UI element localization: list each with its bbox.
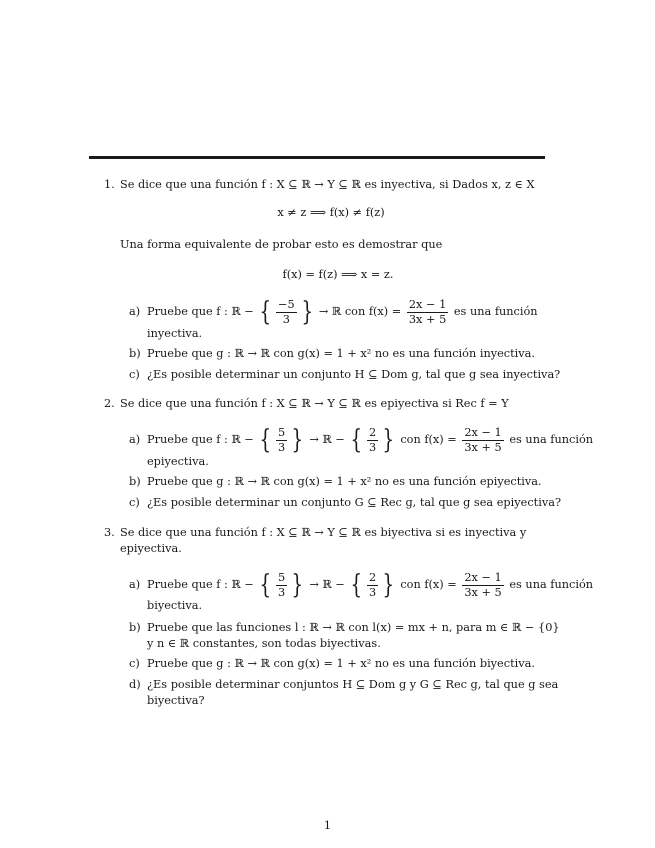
item-3a-frac [462,571,503,600]
item-2a-label: a) [129,433,141,446]
left-brace: { [259,570,272,600]
right-brace: } [291,425,304,455]
item-2a-set2-den: 3 [369,440,377,454]
item-2a-line [147,420,593,460]
item-2a-set1-frac [276,426,287,455]
item-3c-text: Pruebe que g : ℝ → ℝ con g(x) = 1 + x² no es una función biyectiva. [147,657,535,670]
item-3a-set-1 [257,571,305,600]
item-1c-text: ¿Es posible determinar un conjunto H ⊆ Dom g, tal que g sea inyectiva? [147,368,561,381]
item-2a-pre: Pruebe que f : ℝ − [147,433,254,446]
left-brace: { [259,297,272,327]
item-2a-set-2 [348,426,396,455]
item-2a-frac-num: 2x − 1 [464,425,502,439]
item-2a-frac [462,426,503,455]
item-3a-set1-den: 3 [278,585,286,599]
item-2a-set2-num: 2 [369,425,377,439]
item-3-intro: Se dice que una función f : X ⊆ ℝ → Y ⊆ ℝ es biyectiva si es inyectiva y [120,526,527,539]
item-3d-text: ¿Es posible determinar conjuntos H ⊆ Dom g y G ⊆ Rec g, tal que g sea [147,678,559,691]
item-1a-pre: Pruebe que f : ℝ − [147,305,254,318]
item-1a-mid: → ℝ con f(x) = [318,305,402,318]
left-brace: { [350,425,363,455]
right-brace: } [382,425,395,455]
item-3-intro-cont: epiyectiva. [120,542,182,555]
item-3a-line [147,565,593,605]
item-1a-cont: inyectiva. [147,327,203,340]
item-2c-label: c) [129,496,140,509]
item-2b-text: Pruebe que g : ℝ → ℝ con g(x) = 1 + x² no es una función epiyectiva. [147,475,542,488]
right-brace: } [291,570,304,600]
item-1c-label: c) [129,368,140,381]
item-3a-set2-frac [367,571,378,600]
item-2-intro: Se dice que una función f : X ⊆ ℝ → Y ⊆ ℝ es epiyectiva si Rec f = Y [120,397,509,410]
item-1a-set-den: 3 [282,312,290,326]
item-1a-line [147,292,538,332]
top-rule [89,156,545,159]
item-2-number: 2. [104,397,115,410]
item-1a-frac-den: 3x + 5 [408,312,447,326]
item-3a-post: es una función [509,578,594,591]
item-1-display-1: x ≠ z ⟹ f(x) ≠ f(z) [277,206,385,219]
item-2b-label: b) [129,475,141,488]
item-3a-mid: → ℝ − [309,578,345,591]
item-1a-post: es una función [453,305,538,318]
page-number: 1 [323,819,332,832]
item-3a-set1-num: 5 [278,570,286,584]
item-3a-set-2 [348,571,396,600]
right-brace: } [382,570,395,600]
left-brace: { [350,570,363,600]
item-3a-pre: Pruebe que f : ℝ − [147,578,254,591]
item-2a-set-1 [257,426,305,455]
item-1-middle: Una forma equivalente de probar esto es demostrar que [120,238,443,251]
left-brace: { [259,425,272,455]
item-3a-frac-den: 3x + 5 [464,585,502,599]
item-3a-frac-num: 2x − 1 [464,570,502,584]
item-3a-cont: biyectiva. [147,599,203,612]
item-2a-frac-den: 3x + 5 [464,440,502,454]
item-1a-set-num: −5 [278,297,295,311]
item-2c-text: ¿Es posible determinar un conjunto G ⊆ Rec g, tal que g sea epiyectiva? [147,496,561,509]
item-1b-label: b) [129,347,141,360]
right-brace: } [301,297,313,327]
item-1-number: 1. [104,178,115,191]
item-2a-set1-num: 5 [278,425,286,439]
item-1a-set-frac [276,298,297,327]
item-1-intro: Se dice que una función f : X ⊆ ℝ → Y ⊆ ℝ es inyectiva, si Dados x, z ∈ X [120,178,535,191]
item-2a-mid2: con f(x) = [400,433,457,446]
item-3a-set1-frac [276,571,287,600]
item-3a-mid2: con f(x) = [400,578,457,591]
item-1a-frac [407,298,448,327]
item-3-number: 3. [104,526,115,539]
item-2a-mid: → ℝ − [309,433,345,446]
item-1-display-2: f(x) = f(z) ⟹ x = z. [282,268,394,281]
item-1a-label: a) [129,305,141,318]
item-3c-label: c) [129,657,140,670]
item-3d-label: d) [129,678,141,691]
item-1a-frac-num: 2x − 1 [408,297,447,311]
item-3a-set2-den: 3 [369,585,377,599]
item-3b-cont: y n ∈ ℝ constantes, son todas biyectivas. [147,637,381,650]
item-1a-set [257,298,315,327]
item-3d-cont: biyectiva? [147,694,205,707]
item-1b-text: Pruebe que g : ℝ → ℝ con g(x) = 1 + x² no es una función inyectiva. [147,347,535,360]
item-3b-label: b) [129,621,141,634]
item-2a-post: es una función [509,433,594,446]
item-3b-text: Pruebe que las funciones l : ℝ → ℝ con l(x) = mx + n, para m ∈ ℝ − {0} [147,621,560,634]
item-2a-cont: epiyectiva. [147,455,209,468]
item-2a-set2-frac [367,426,378,455]
item-3a-label: a) [129,578,141,591]
item-3a-set2-num: 2 [369,570,377,584]
item-2a-set1-den: 3 [278,440,286,454]
